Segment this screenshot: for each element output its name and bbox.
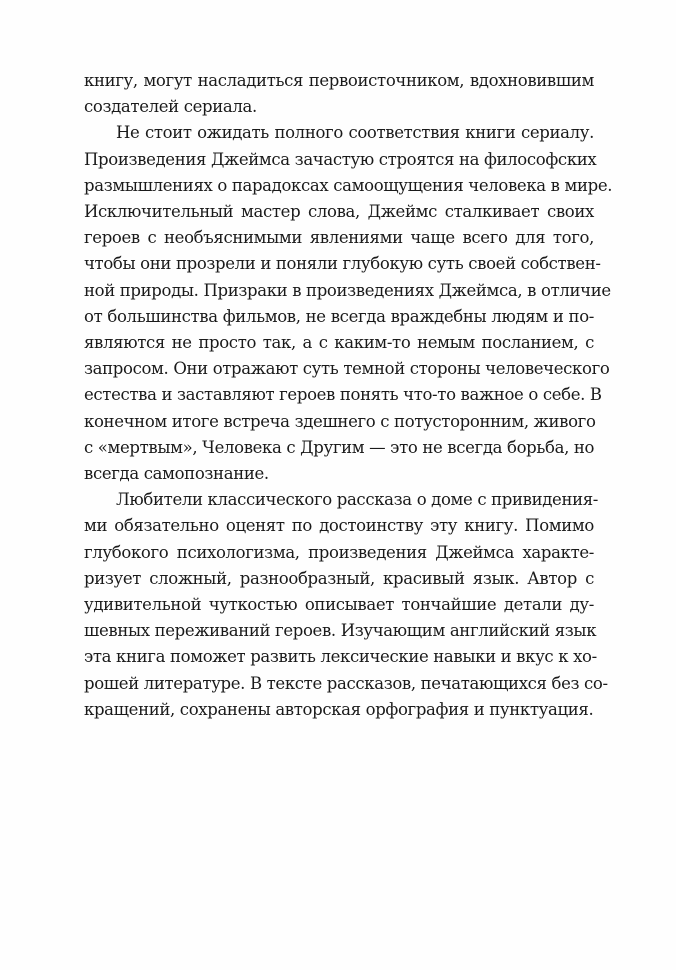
text-line: шевных переживаний героев. Изучающим английский язык — [84, 621, 597, 641]
text-line: Любители классического рассказа о доме с привидения- — [116, 490, 599, 510]
text-line: ной природы. Призраки в произведениях Джеймса, в отличие — [84, 280, 611, 300]
text-line: книгу, могут насладиться первоисточником, вдохновившим — [84, 71, 594, 90]
text-line: героев с необъяснимыми явлениями чаще всего для того, — [84, 228, 594, 248]
text-line: эта книга поможет развить лексические навыки и вкус к хо- — [84, 647, 597, 667]
text-line: являются не просто так, а с каким-то немым посланием, с — [84, 333, 594, 353]
text-line: рошей литературе. В тексте рассказов, печатающихся без со- — [84, 673, 608, 693]
text-line: с «мертвым», Человека с Другим — это не всегда борьба, но — [84, 437, 595, 457]
text-line: удивительной чуткостью описывает тончайшие детали ду- — [84, 595, 594, 615]
text-line: конечном итоге встреча здешнего с потусторонним, живого — [84, 411, 596, 431]
paragraph — [84, 120, 613, 487]
paragraph — [84, 487, 608, 723]
body-text — [84, 68, 613, 723]
paragraph — [84, 68, 594, 120]
text-line: Не стоит ожидать полного соответствия книги сериалу. — [116, 123, 594, 143]
text-line: создателей сериала. — [84, 97, 257, 117]
text-line: кращений, сохранены авторская орфография и пунктуация. — [84, 699, 594, 719]
text-line: всегда самопознание. — [84, 464, 269, 484]
text-line: ризует сложный, разнообразный, красивый язык. Автор с — [84, 568, 594, 588]
text-line: запросом. Они отражают суть темной стороны человеческого — [84, 359, 610, 379]
text-line: размышлениях о парадоксах самоощущения человека в мире. — [84, 175, 613, 195]
text-line: естества и заставляют героев понять что-то важное о себе. В — [84, 385, 602, 405]
text-line: глубокого психологизма, произведения Джеймса характе- — [84, 542, 594, 562]
text-line: ми обязательно оценят по достоинству эту книгу. Помимо — [84, 516, 594, 536]
text-line: чтобы они прозрели и поняли глубокую суть своей собствен- — [84, 254, 601, 274]
text-line: Произведения Джеймса зачастую строятся на философских — [84, 149, 597, 169]
text-line: от большинства фильмов, не всегда враждебны людям и по- — [84, 306, 594, 326]
text-line: Исключительный мастер слова, Джеймс сталкивает своих — [84, 202, 594, 222]
